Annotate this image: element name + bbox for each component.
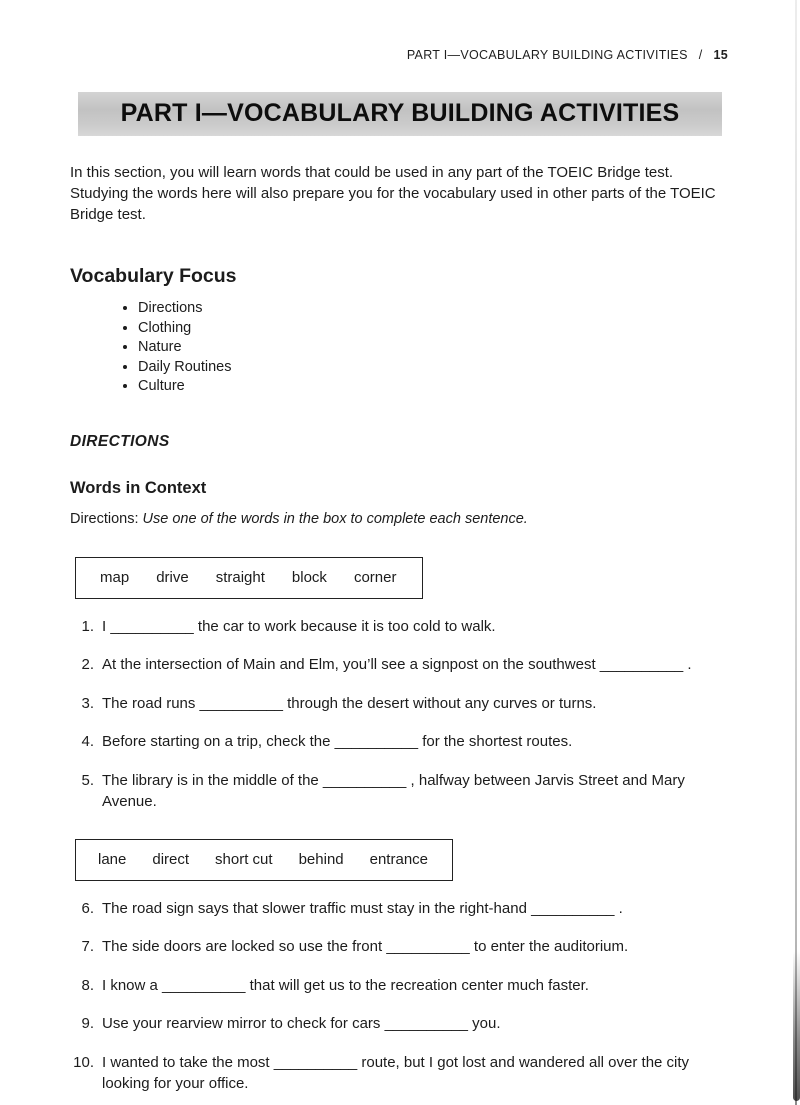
question-list-1 xyxy=(70,616,730,813)
question-item-8 xyxy=(70,975,730,997)
question-text: The road runs __________ through the desert without any curves or turns. xyxy=(102,694,597,712)
question-number: 10. xyxy=(73,1053,94,1071)
scan-edge-artifact xyxy=(795,0,797,1105)
directions-label: Directions: xyxy=(70,510,143,527)
question-number: 2. xyxy=(81,656,94,673)
question-text: I wanted to take the most __________ route, but I got lost and wandered all over the city looking for your office. xyxy=(102,1053,690,1092)
running-header-title: PART I—VOCABULARY BUILDING ACTIVITIES xyxy=(406,48,688,62)
word-option-block: block xyxy=(291,568,327,586)
question-item-9 xyxy=(70,1013,730,1035)
question-number: 7. xyxy=(81,938,94,955)
directions-text: Use one of the words in the box to complete each sentence. xyxy=(142,510,528,527)
word-option-drive: drive xyxy=(156,568,189,586)
question-number: 4. xyxy=(81,733,94,750)
question-item-1 xyxy=(70,616,730,638)
question-text: The road sign says that slower traffic must stay in the right-hand __________ . xyxy=(102,899,623,917)
question-item-3 xyxy=(70,693,730,715)
vocabulary-focus-list xyxy=(70,299,730,397)
question-text: Before starting on a trip, check the __________ for the shortest routes. xyxy=(102,733,573,750)
question-number: 9. xyxy=(81,1015,94,1032)
word-option-map: map xyxy=(100,568,130,586)
word-box-1 xyxy=(75,557,423,599)
question-item-10 xyxy=(70,1052,730,1095)
focus-item-clothing: • Clothing xyxy=(138,319,730,339)
intro-paragraph: In this section, you will learn words that could be used in any part of the TOEIC Bridge test. Studying the words here will also prepare you for the vocabulary used in other parts of the TOEIC Bridge test. xyxy=(70,164,716,223)
question-text: Use your rearview mirror to check for cars __________ you. xyxy=(102,1015,501,1032)
focus-item-nature: • Nature xyxy=(138,338,730,358)
focus-item-culture: • Culture xyxy=(138,377,730,397)
focus-item-daily-routines: • Daily Routines xyxy=(138,358,730,378)
running-header-separator: / xyxy=(698,48,703,62)
question-number: 1. xyxy=(81,617,94,635)
word-option-entrance: entrance xyxy=(369,850,428,868)
question-text: At the intersection of Main and Elm, you’ll see a signpost on the southwest __________ . xyxy=(102,656,692,673)
question-text: The side doors are locked so use the front __________ to enter the auditorium. xyxy=(102,938,629,955)
question-item-5 xyxy=(70,770,730,813)
question-item-2 xyxy=(70,654,730,676)
part-title-banner xyxy=(78,92,722,136)
word-option-lane: lane xyxy=(98,850,127,868)
question-number: 3. xyxy=(81,694,94,712)
vocabulary-focus-heading: Vocabulary Focus xyxy=(70,265,237,287)
question-item-6 xyxy=(70,898,730,920)
word-option-behind: behind xyxy=(298,850,344,868)
question-text: I know a __________ that will get us to the recreation center much faster. xyxy=(102,976,589,994)
word-box-2 xyxy=(75,839,453,881)
focus-item-directions: • Directions xyxy=(138,299,730,319)
part-title: PART I—VOCABULARY BUILDING ACTIVITIES xyxy=(120,99,680,127)
question-item-7 xyxy=(70,936,730,958)
word-option-corner: corner xyxy=(353,568,397,586)
scan-smudge-artifact xyxy=(793,951,800,1101)
words-in-context-heading: Words in Context xyxy=(70,478,207,497)
question-list-2 xyxy=(70,898,730,1095)
question-number: 8. xyxy=(81,976,94,994)
word-option-direct: direct xyxy=(152,850,190,868)
directions-section-heading: DIRECTIONS xyxy=(70,432,170,450)
question-text: I __________ the car to work because it is too cold to walk. xyxy=(102,617,496,635)
question-item-4 xyxy=(70,731,730,753)
running-header xyxy=(70,48,730,62)
question-text: The library is in the middle of the __________ , halfway between Jarvis Street and Mary Avenue. xyxy=(102,771,685,810)
question-number: 5. xyxy=(81,771,94,789)
word-option-straight: straight xyxy=(215,568,265,586)
exercise-instructions xyxy=(70,509,730,529)
page-number: 15 xyxy=(713,48,728,62)
word-option-short-cut: short cut xyxy=(215,850,273,868)
question-number: 6. xyxy=(81,899,94,917)
